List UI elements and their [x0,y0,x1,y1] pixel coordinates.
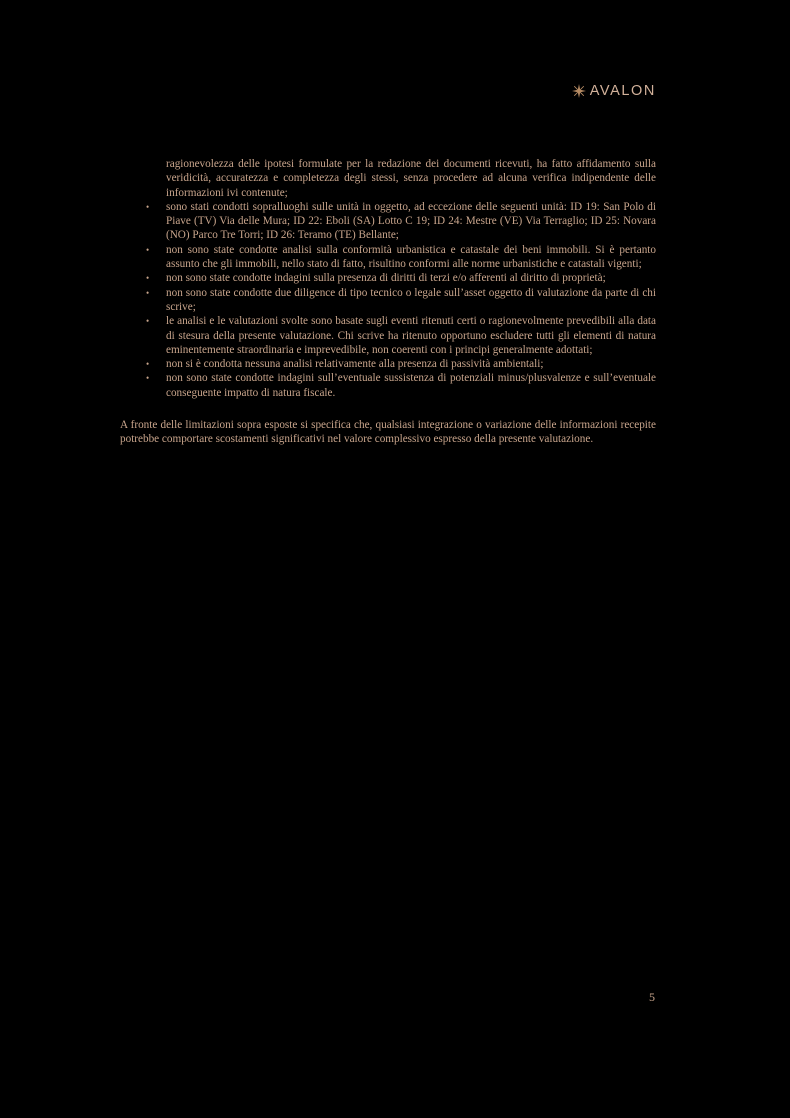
conclusion-paragraph: A fronte delle limitazioni sopra esposte si specifica che, qualsiasi integrazione o variazione delle informazioni recepite potrebbe comportare scostamenti significativi nel valore complessivo espresso della presente valutazione. [120,419,656,446]
bullet-icon: • [146,244,150,255]
list-item [120,271,656,285]
list-item-text: sono stati condotti sopralluoghi sulle unità in oggetto, ad eccezione delle seguenti unità: ID 19: San Polo di Piave (TV) Via delle Mura; ID 22: Eboli (SA) Lotto C 19; ID 24: Mestre (VE) Via Terraglio; ID 25: Novara (NO) Parco Tre Torri; ID 26: Teramo (TE) Bellante; [166,200,656,242]
list-item-text: non sono state condotte indagini sulla presenza di diritti di terzi e/o afferenti al diritto di proprietà; [166,272,606,285]
list-item [120,357,656,371]
document-body [120,157,656,447]
limitations-list [120,200,656,400]
continuation-paragraph: ragionevolezza delle ipotesi formulate per la redazione dei documenti ricevuti, ha fatto affidamento sulla veridicità, accuratezza e completezza degli stessi, senza procedere ad alcuna verifica indipendente delle informazioni ivi contenute; [166,158,656,199]
bullet-icon: • [146,287,150,298]
list-item [120,286,656,315]
list-item-text: non sono state condotte analisi sulla conformità urbanistica e catastale dei beni immobili. Si è pertanto assunto che gli immobili, nello stato di fatto, risultino conformi alle norme urbanistiche e catastali vigenti; [166,243,656,271]
list-item [120,371,656,400]
page-number: 5 [649,990,655,1004]
avalon-star-icon [572,84,586,98]
bullet-icon: • [146,273,150,284]
bullet-icon: • [146,373,150,384]
bullet-icon: • [146,359,150,370]
bullet-icon: • [146,316,150,327]
list-item-text: non si è condotta nessuna analisi relativamente alla presenza di passività ambientali; [166,358,544,371]
list-item [120,314,656,357]
list-item-text: non sono state condotte indagini sull’eventuale sussistenza di potenziali minus/plusvalenze e sull’eventuale conseguente impatto di natura fiscale. [166,372,656,399]
avalon-logo [572,83,656,99]
list-item [120,243,656,272]
logo-text: AVALON [589,83,656,99]
list-item-text: le analisi e le valutazioni svolte sono basate sugli eventi ritenuti certi o ragionevolmente prevedibili alla data di stesura della presente valutazione. Chi scrive ha ritenuto opportuno escludere tutti gli elementi di natura eminentemente straordinaria e imprevedibile, non coerenti con i principi generalmente adottati; [166,315,656,356]
bullet-icon: • [146,201,150,212]
list-item-text: non sono state condotte due diligence di tipo tecnico o legale sull’asset oggetto di valutazione da parte di chi scrive; [166,286,656,313]
list-item [120,200,656,243]
